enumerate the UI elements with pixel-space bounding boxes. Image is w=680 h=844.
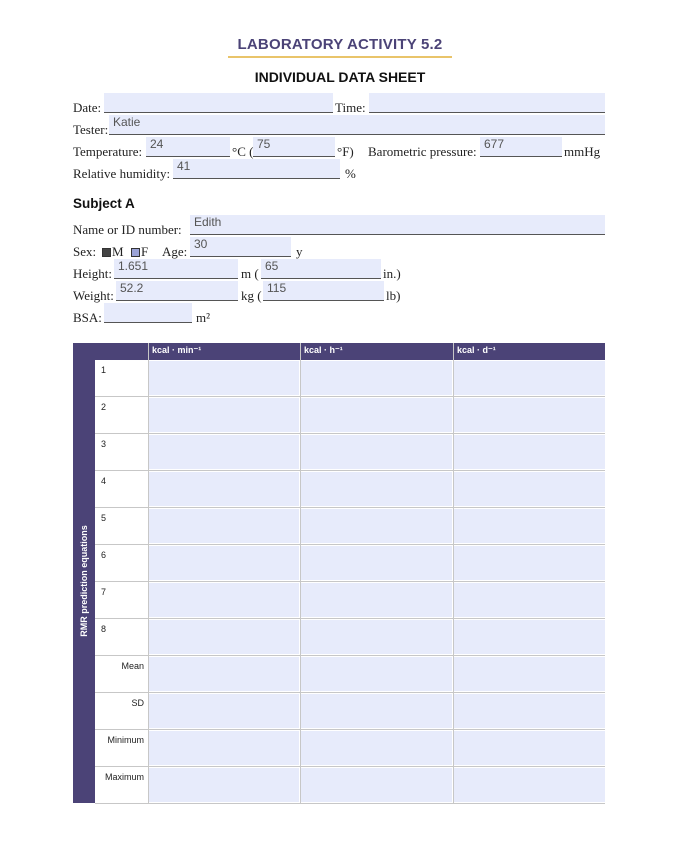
table-cell[interactable] bbox=[149, 398, 299, 432]
table-cell[interactable] bbox=[149, 583, 299, 617]
table-cell[interactable] bbox=[454, 731, 605, 765]
height-in-field[interactable]: 65 bbox=[261, 259, 381, 279]
table-row bbox=[95, 582, 605, 619]
table-cell[interactable] bbox=[454, 398, 605, 432]
table-row bbox=[95, 619, 605, 656]
table-row bbox=[95, 730, 605, 767]
weight-lb-field[interactable]: 115 bbox=[263, 281, 384, 301]
temperature-f-field[interactable]: 75 bbox=[253, 137, 335, 157]
bsa-field[interactable] bbox=[104, 303, 192, 323]
table-cell[interactable] bbox=[301, 361, 452, 395]
sex-label: Sex: bbox=[73, 244, 97, 259]
table-cell[interactable] bbox=[301, 472, 452, 506]
table-cell[interactable] bbox=[149, 731, 299, 765]
sex-m-option[interactable] bbox=[102, 244, 124, 260]
barometric-field[interactable]: 677 bbox=[480, 137, 562, 157]
height-in-unit: in.) bbox=[383, 266, 401, 281]
table-cell[interactable] bbox=[454, 657, 605, 691]
age-unit: y bbox=[296, 244, 303, 259]
sex-m-checkbox[interactable] bbox=[102, 248, 111, 257]
bsa-label: BSA: bbox=[73, 310, 102, 325]
sex-f-option[interactable] bbox=[131, 244, 148, 260]
table-cell[interactable] bbox=[301, 546, 452, 580]
row-label: 4 bbox=[101, 476, 107, 486]
table-row bbox=[95, 693, 605, 730]
table-cell[interactable] bbox=[301, 509, 452, 543]
celsius-unit: °C ( bbox=[232, 144, 254, 159]
table-cell[interactable] bbox=[454, 583, 605, 617]
table-row bbox=[95, 397, 605, 434]
temperature-label: Temperature: bbox=[73, 144, 143, 159]
table-cell[interactable] bbox=[149, 546, 299, 580]
name-field[interactable]: Edith bbox=[190, 215, 605, 235]
table-cell[interactable] bbox=[301, 435, 452, 469]
row-label: Maximum bbox=[104, 772, 144, 782]
tester-field[interactable]: Katie bbox=[109, 115, 605, 135]
table-cell[interactable] bbox=[454, 435, 605, 469]
table-row bbox=[95, 508, 605, 545]
column-header-kcal-min: kcal · min⁻¹ bbox=[152, 345, 202, 355]
page-title: LABORATORY ACTIVITY 5.2 bbox=[237, 36, 443, 53]
table-cell[interactable] bbox=[454, 546, 605, 580]
table-cell[interactable] bbox=[301, 398, 452, 432]
table-row bbox=[95, 471, 605, 508]
time-field[interactable] bbox=[369, 93, 605, 113]
weight-lb-unit: lb) bbox=[386, 288, 401, 303]
time-label: Time: bbox=[335, 100, 366, 115]
column-header-kcal-d: kcal · d⁻¹ bbox=[457, 345, 496, 355]
table-cell[interactable] bbox=[149, 694, 299, 728]
barometric-unit: mmHg bbox=[564, 144, 601, 159]
weight-label: Weight: bbox=[73, 288, 114, 303]
row-label: 3 bbox=[101, 439, 107, 449]
bsa-unit: m² bbox=[196, 310, 211, 325]
table-side-label: RMR prediction equations bbox=[79, 525, 89, 637]
height-m-unit: m ( bbox=[241, 266, 259, 281]
page-subtitle: INDIVIDUAL DATA SHEET bbox=[254, 69, 426, 85]
sex-f-checkbox[interactable] bbox=[131, 248, 140, 257]
column-header-kcal-h: kcal · h⁻¹ bbox=[304, 345, 343, 355]
table-cell[interactable] bbox=[149, 361, 299, 395]
age-field[interactable]: 30 bbox=[190, 237, 291, 257]
table-side-bar bbox=[73, 360, 95, 803]
fahrenheit-unit: °F) bbox=[337, 144, 354, 159]
table-cell[interactable] bbox=[454, 620, 605, 654]
name-label: Name or ID number: bbox=[73, 222, 182, 237]
row-label: 8 bbox=[101, 624, 107, 634]
table-cell[interactable] bbox=[149, 768, 299, 802]
row-label: SD bbox=[131, 698, 144, 708]
row-label: 7 bbox=[101, 587, 107, 597]
date-field[interactable] bbox=[104, 93, 333, 113]
table-cell[interactable] bbox=[149, 472, 299, 506]
table-cell[interactable] bbox=[454, 694, 605, 728]
table-cell[interactable] bbox=[149, 657, 299, 691]
table-cell[interactable] bbox=[454, 768, 605, 802]
row-label: 1 bbox=[101, 365, 107, 375]
age-label: Age: bbox=[162, 244, 188, 259]
humidity-label: Relative humidity: bbox=[73, 166, 171, 181]
table-cell[interactable] bbox=[454, 361, 605, 395]
table-cell[interactable] bbox=[454, 509, 605, 543]
table-row bbox=[95, 434, 605, 471]
row-label: 5 bbox=[101, 513, 107, 523]
tester-label: Tester: bbox=[73, 122, 109, 137]
height-m-field[interactable]: 1.651 bbox=[114, 259, 238, 279]
weight-kg-field[interactable]: 52.2 bbox=[116, 281, 238, 301]
table-cell[interactable] bbox=[301, 657, 452, 691]
table-cell[interactable] bbox=[149, 435, 299, 469]
row-label: Mean bbox=[121, 661, 144, 671]
table-row bbox=[95, 545, 605, 582]
weight-kg-unit: kg ( bbox=[241, 288, 262, 303]
table-cell[interactable] bbox=[149, 620, 299, 654]
humidity-field[interactable]: 41 bbox=[173, 159, 340, 179]
column-divider bbox=[453, 343, 454, 803]
table-cell[interactable] bbox=[301, 731, 452, 765]
temperature-c-field[interactable]: 24 bbox=[146, 137, 230, 157]
subject-section-title: Subject A bbox=[73, 196, 135, 211]
table-cell[interactable] bbox=[454, 472, 605, 506]
table-cell[interactable] bbox=[301, 620, 452, 654]
humidity-unit: % bbox=[345, 166, 356, 181]
table-row bbox=[95, 767, 605, 804]
table-cell[interactable] bbox=[149, 509, 299, 543]
column-divider bbox=[300, 343, 301, 803]
table-cell[interactable] bbox=[301, 768, 452, 802]
row-label: 6 bbox=[101, 550, 107, 560]
date-label: Date: bbox=[73, 100, 102, 115]
row-label: Minimum bbox=[107, 735, 144, 745]
sex-f-label: F bbox=[141, 244, 149, 259]
table-cell[interactable] bbox=[301, 583, 452, 617]
barometric-label: Barometric pressure: bbox=[368, 144, 477, 159]
height-label: Height: bbox=[73, 266, 112, 281]
row-label: 2 bbox=[101, 402, 107, 412]
table-row bbox=[95, 360, 605, 397]
title-underline bbox=[228, 56, 452, 58]
table-row bbox=[95, 656, 605, 693]
sex-m-label: M bbox=[112, 244, 124, 259]
table-cell[interactable] bbox=[301, 694, 452, 728]
column-divider bbox=[148, 343, 149, 803]
